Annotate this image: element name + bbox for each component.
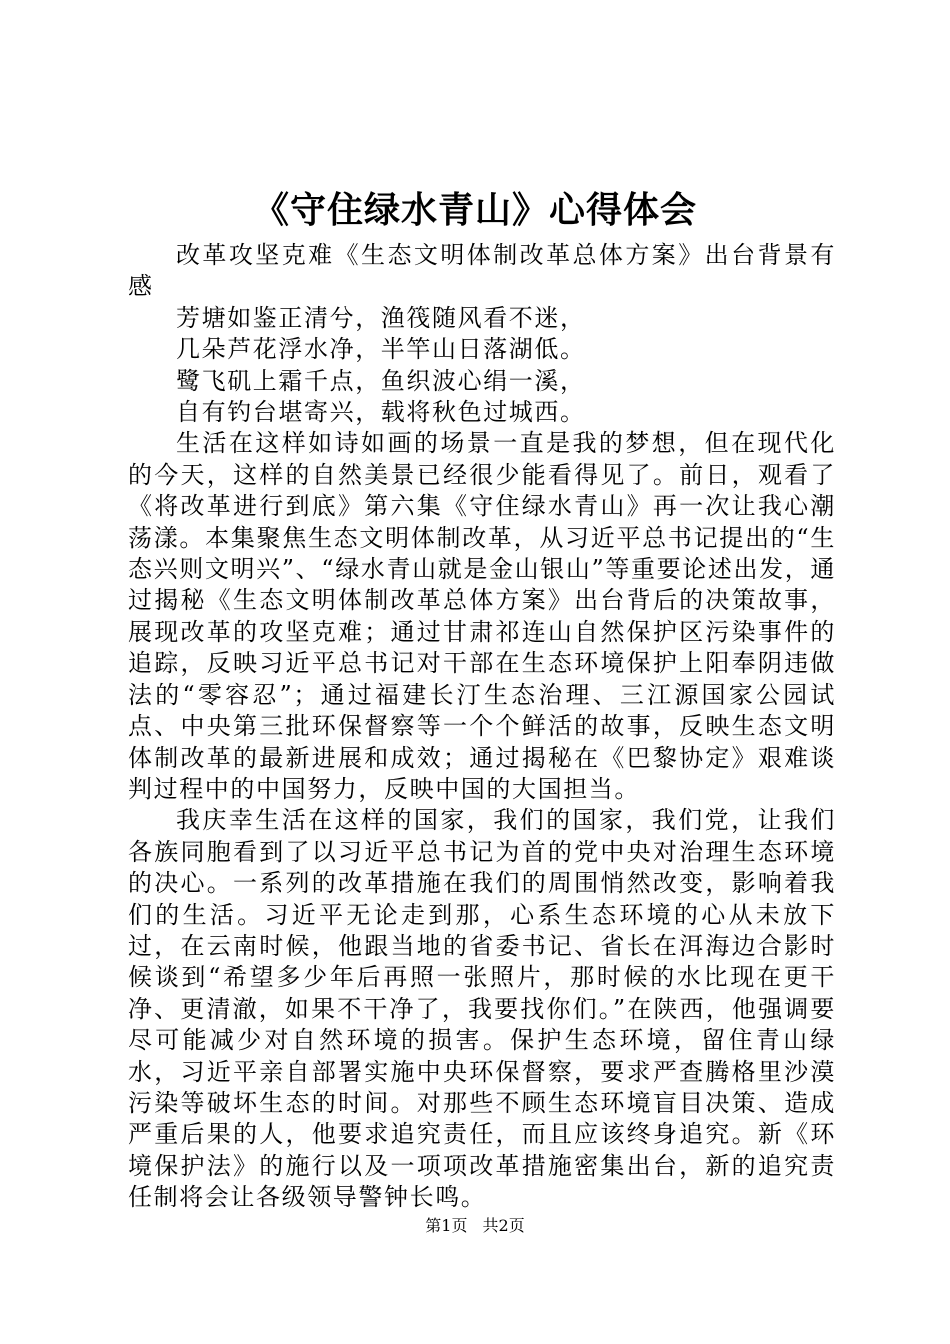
paragraph-subtitle: 改革攻坚克难《生态文明体制改革总体方案》出台背景有感 bbox=[128, 241, 836, 301]
poem-line-1: 芳塘如鉴正清兮，渔筏随风看不迷， bbox=[176, 303, 586, 332]
document-body bbox=[128, 240, 836, 1214]
page-footer bbox=[0, 1214, 950, 1238]
paragraph-body-1: 生活在这样如诗如画的场景一直是我的梦想，但在现代化的今天，这样的自然美景已经很少能看得见了。前日，观看了《将改革进行到底》第六集《守住绿水青山》再一次让我心潮荡漾。本集聚焦生态文明体制改革，从习近平总书记提出的“生态兴则文明兴”、“绿水青山就是金山银山”等重要论述出发，通过揭秘《生态文明体制改革总体方案》出台背后的决策故事，展现改革的攻坚克难；通过甘肃祁连山自然保护区污染事件的追踪，反映习近平总书记对干部在生态环境保护上阳奉阴违做法的“零容忍”；通过福建长汀生态治理、三江源国家公园试点、中央第三批环保督察等一个个鲜活的故事，反映生态文明体制改革的最新进展和成效；通过揭秘在《巴黎协定》艰难谈判过程中的中国努力，反映中国的大国担当。 bbox=[128, 429, 836, 803]
page-title: 《守住绿水青山》心得体会 bbox=[252, 189, 697, 231]
poem-line-4: 自有钓台堪寄兴，载将秋色过城西。 bbox=[176, 398, 586, 427]
poem-line-3: 鹭飞矶上霜千点，鱼织波心绢一溪， bbox=[176, 366, 586, 395]
page-number-total: 共2页 bbox=[482, 1216, 525, 1235]
page-number-current: 第1页 bbox=[425, 1216, 468, 1235]
poem-line-2: 几朵芦花浮水净，半竿山日落湖低。 bbox=[176, 335, 586, 364]
paragraph-body-2: 我庆幸生活在这样的国家，我们的国家，我们党，让我们各族同胞看到了以习近平总书记为首的党中央对治理生态环境的决心。一系列的改革措施在我们的周围悄然改变，影响着我们的生活。习近平无论走到那，心系生态环境的心从未放下过，在云南时候，他跟当地的省委书记、省长在洱海边合影时候谈到“希望多少年后再照一张照片，那时候的水比现在更干净、更清澈，如果不干净了，我要找你们。”在陕西，他强调要尽可能减少对自然环境的损害。保护生态环境，留住青山绿水，习近平亲自部署实施中央环保督察，要求严查腾格里沙漠污染等破坏生态的时间。对那些不顾生态环境盲目决策、造成严重后果的人，他要求追究责任，而且应该终身追究。新《环境保护法》的施行以及一项项改革措施密集出台，新的追究责任制将会让各级领导警钟长鸣。 bbox=[128, 806, 836, 1212]
